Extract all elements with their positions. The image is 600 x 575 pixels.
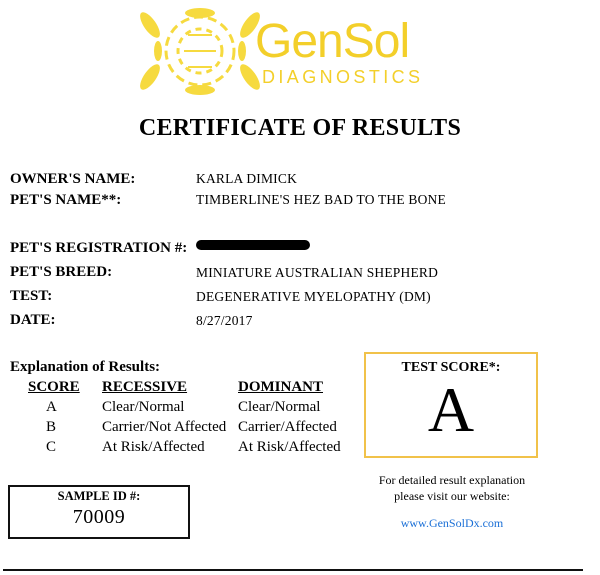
website-link[interactable]: www.GenSolDx.com (400, 516, 504, 530)
dominant-header: DOMINANT (238, 379, 323, 395)
sample-id-label: SAMPLE ID #: (57, 489, 141, 503)
sample-id-value: 70009 (72, 506, 126, 528)
row-a-recessive: Clear/Normal (102, 399, 185, 415)
row-b-dominant: Carrier/Affected (238, 419, 337, 435)
row-c-dominant: At Risk/Affected (238, 439, 341, 455)
row-b-recessive: Carrier/Not Affected (102, 419, 227, 435)
recessive-header: RECESSIVE (102, 379, 188, 395)
breed-value: MINIATURE AUSTRALIAN SHEPHERD (196, 265, 439, 280)
row-c-recessive: At Risk/Affected (102, 439, 205, 455)
info-line-1: For detailed result explanation (378, 473, 526, 487)
logo-name: GenSol (255, 15, 410, 68)
registration-redaction (196, 240, 310, 250)
owner-label: OWNER'S NAME: (10, 171, 136, 187)
test-label: TEST: (10, 288, 53, 304)
breed-label: PET'S BREED: (10, 264, 113, 280)
logo-subtitle: DIAGNOSTICS (262, 67, 424, 87)
info-line-2: please visit our website: (394, 489, 510, 503)
score-header: SCORE (28, 379, 80, 395)
pet-name-value: TIMBERLINE'S HEZ BAD TO THE BONE (196, 192, 446, 207)
bottom-rule (3, 569, 583, 571)
certificate-title: CERTIFICATE OF RESULTS (138, 115, 462, 141)
pet-name-label: PET'S NAME**: (10, 192, 122, 208)
date-label: DATE: (10, 312, 56, 328)
registration-label: PET'S REGISTRATION #: (10, 240, 188, 256)
test-value: DEGENERATIVE MYELOPATHY (DM) (196, 289, 431, 304)
date-value: 8/27/2017 (196, 313, 253, 328)
row-a-score: A (46, 399, 57, 415)
test-score-value: A (427, 374, 475, 445)
row-a-dominant: Clear/Normal (238, 399, 321, 415)
row-c-score: C (46, 439, 57, 455)
test-score-label: TEST SCORE*: (401, 360, 501, 375)
explanation-title: Explanation of Results: (10, 359, 161, 375)
owner-value: KARLA DIMICK (196, 171, 298, 186)
row-b-score: B (46, 419, 57, 435)
